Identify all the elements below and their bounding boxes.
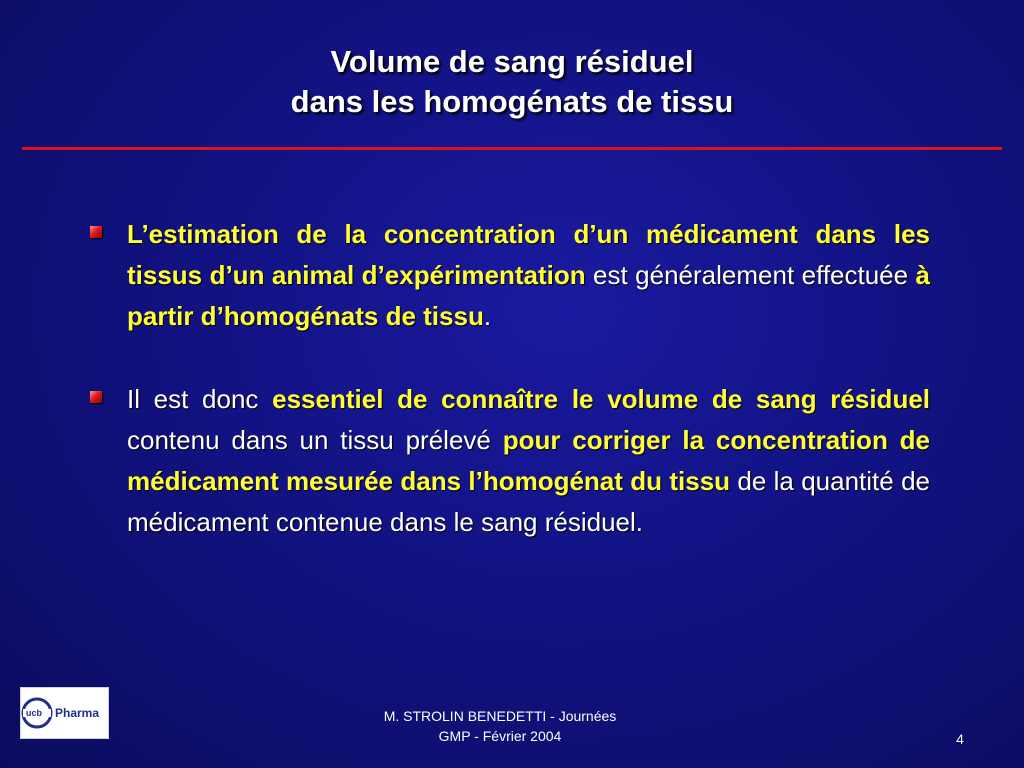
slide-title-line-1: Volume de sang résiduel	[330, 44, 694, 79]
footer-author	[340, 706, 660, 746]
logo-brand-short: ucb	[26, 708, 43, 718]
page-number: 4	[956, 731, 964, 747]
bullet-normal: est généralement effectuée	[585, 260, 916, 290]
bullet-item	[90, 379, 930, 543]
bullet-highlight: L’estimation de la concentration d’un médicament dans les tissus d’un animal d’expérimentation	[127, 219, 930, 290]
bullet-highlight: pour corriger la concentration de médicament mesurée dans l’homogénat du tissu	[127, 425, 930, 496]
slide-title	[0, 42, 1024, 122]
bullet-highlight: à partir d’homogénats de tissu	[127, 260, 931, 331]
bullet-item	[90, 214, 930, 337]
slide-title-line-2: dans les homogénats de tissu	[290, 84, 734, 119]
ucb-pharma-logo	[20, 687, 109, 739]
bullet-normal: Il est donc	[127, 384, 273, 414]
bullet-square-icon	[90, 391, 102, 403]
footer-line-2: GMP - Février 2004	[438, 728, 562, 744]
footer-line-1: M. STROLIN BENEDETTI - Journées	[383, 708, 617, 724]
bullet-list	[90, 214, 930, 585]
bullet-normal: .	[483, 301, 492, 331]
bullet-square-icon	[90, 226, 102, 238]
bullet-normal: contenu dans un tissu prélevé	[127, 425, 503, 455]
title-divider	[22, 147, 1002, 150]
bullet-highlight: essentiel de connaître le volume de sang résiduel	[272, 384, 931, 414]
bullet-text	[127, 214, 930, 337]
ucb-pharma-logo-graphic	[21, 688, 108, 738]
bullet-normal: de la quantité de médicament contenue dans le sang résiduel.	[127, 466, 930, 537]
bullet-text	[127, 379, 930, 543]
logo-brand-name: Pharma	[55, 706, 100, 720]
